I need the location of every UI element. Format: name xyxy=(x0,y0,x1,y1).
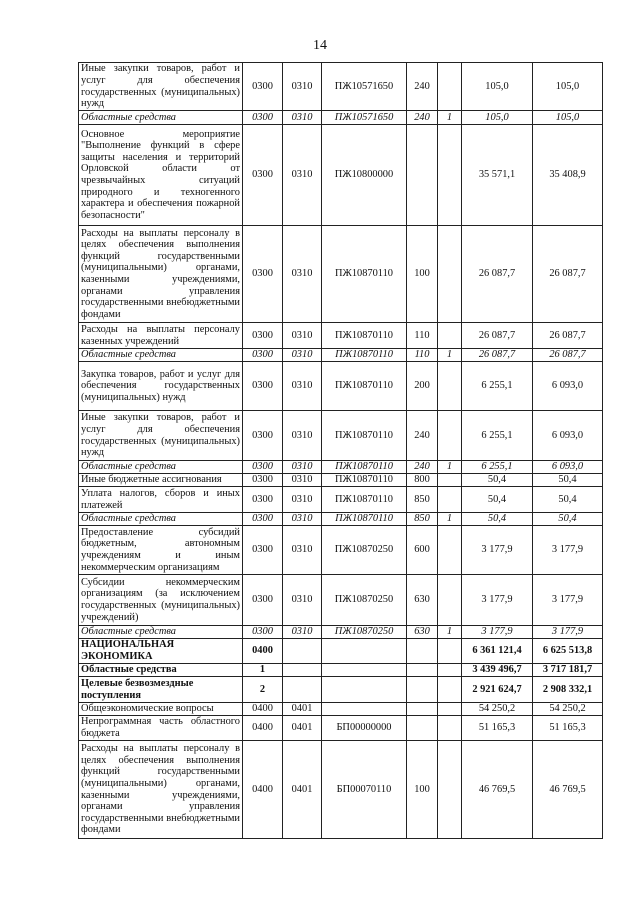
amount-year-2: 6 625 513,8 xyxy=(533,639,603,664)
subsection-code: 0310 xyxy=(283,461,322,474)
row-description: Непрограммная часть областного бюджета xyxy=(79,716,243,741)
expense-type-code: 630 xyxy=(407,575,438,626)
expense-type-code: 200 xyxy=(407,362,438,411)
funding-source-code xyxy=(438,716,462,741)
amount-year-1: 6 255,1 xyxy=(462,411,533,461)
amount-year-2: 3 177,9 xyxy=(533,626,603,639)
amount-year-2: 46 769,5 xyxy=(533,741,603,839)
amount-year-1: 26 087,7 xyxy=(462,226,533,323)
expense-type-code: 850 xyxy=(407,513,438,526)
amount-year-1: 6 255,1 xyxy=(462,362,533,411)
row-description: Целевые безвозмездные поступления xyxy=(79,677,243,703)
target-article-code: ПЖ10571650 xyxy=(322,111,407,125)
amount-year-1: 54 250,2 xyxy=(462,703,533,716)
funding-source-code xyxy=(438,323,462,349)
funding-source-code xyxy=(438,362,462,411)
expense-type-code: 240 xyxy=(407,63,438,111)
section-code: 0300 xyxy=(243,474,283,487)
target-article-code: ПЖ10571650 xyxy=(322,63,407,111)
amount-year-1: 3 177,9 xyxy=(462,626,533,639)
subsection-code xyxy=(283,677,322,703)
amount-year-2: 54 250,2 xyxy=(533,703,603,716)
subsection-code: 0310 xyxy=(283,575,322,626)
amount-year-2: 3 177,9 xyxy=(533,526,603,575)
amount-year-1: 6 361 121,4 xyxy=(462,639,533,664)
amount-year-2: 6 093,0 xyxy=(533,461,603,474)
table-row xyxy=(79,526,603,575)
subsection-code: 0310 xyxy=(283,362,322,411)
expense-type-code xyxy=(407,664,438,677)
amount-year-2: 51 165,3 xyxy=(533,716,603,741)
amount-year-1: 3 177,9 xyxy=(462,575,533,626)
row-description: Областные средства xyxy=(79,349,243,362)
table-row xyxy=(79,63,603,111)
table-row xyxy=(79,513,603,526)
amount-year-2: 50,4 xyxy=(533,487,603,513)
table-row xyxy=(79,487,603,513)
funding-source-code: 1 xyxy=(438,461,462,474)
funding-source-code xyxy=(438,411,462,461)
table-row xyxy=(79,575,603,626)
expense-type-code: 240 xyxy=(407,461,438,474)
amount-year-2: 105,0 xyxy=(533,63,603,111)
table-row xyxy=(79,716,603,741)
table-row xyxy=(79,664,603,677)
amount-year-1: 50,4 xyxy=(462,513,533,526)
subsection-code: 0310 xyxy=(283,125,322,226)
page-number: 14 xyxy=(313,38,327,53)
table-row xyxy=(79,461,603,474)
subsection-code: 0310 xyxy=(283,487,322,513)
funding-source-code xyxy=(438,526,462,575)
target-article-code: ПЖ10870110 xyxy=(322,461,407,474)
subsection-code: 0310 xyxy=(283,226,322,323)
row-description: Расходы на выплаты персоналу в целях обеспечения выполнения функций государственными (муниципальными) органами, казенными учреждениями, органами управления государственными внебюджетными фондами xyxy=(79,741,243,839)
table-row xyxy=(79,677,603,703)
target-article-code: БП00000000 xyxy=(322,716,407,741)
section-code: 0300 xyxy=(243,362,283,411)
row-description: Областные средства xyxy=(79,626,243,639)
row-description: Расходы на выплаты персоналу казенных учреждений xyxy=(79,323,243,349)
funding-source-code xyxy=(438,474,462,487)
subsection-code xyxy=(283,664,322,677)
amount-year-1: 3 439 496,7 xyxy=(462,664,533,677)
expense-type-code: 850 xyxy=(407,487,438,513)
row-description: Областные средства xyxy=(79,461,243,474)
section-code: 0300 xyxy=(243,575,283,626)
expense-type-code xyxy=(407,639,438,664)
expense-type-code: 800 xyxy=(407,474,438,487)
expense-type-code: 100 xyxy=(407,226,438,323)
table-row xyxy=(79,111,603,125)
section-code: 0300 xyxy=(243,487,283,513)
subsection-code: 0310 xyxy=(283,111,322,125)
amount-year-1: 105,0 xyxy=(462,63,533,111)
target-article-code: ПЖ10870250 xyxy=(322,626,407,639)
funding-source-code xyxy=(438,677,462,703)
subsection-code: 0401 xyxy=(283,716,322,741)
target-article-code: ПЖ10870110 xyxy=(322,474,407,487)
target-article-code: ПЖ10870110 xyxy=(322,323,407,349)
section-code: 0300 xyxy=(243,513,283,526)
subsection-code: 0310 xyxy=(283,526,322,575)
table-row xyxy=(79,741,603,839)
row-description: Субсидии некоммерческим организациям (за исключением государственных (муниципальных) учреждений) xyxy=(79,575,243,626)
row-description: Иные закупки товаров, работ и услуг для обеспечения государственных (муниципальных) нужд xyxy=(79,63,243,111)
section-code: 0300 xyxy=(243,63,283,111)
expense-type-code: 110 xyxy=(407,349,438,362)
row-description: Предоставление субсидий бюджетным, автономным учреждениям и иным некоммерческим организациям xyxy=(79,526,243,575)
subsection-code: 0401 xyxy=(283,741,322,839)
funding-source-code xyxy=(438,703,462,716)
expense-type-code xyxy=(407,677,438,703)
funding-source-code xyxy=(438,125,462,226)
amount-year-1: 105,0 xyxy=(462,111,533,125)
subsection-code: 0310 xyxy=(283,411,322,461)
target-article-code: ПЖ10870110 xyxy=(322,513,407,526)
funding-source-code: 1 xyxy=(438,513,462,526)
row-description: Областные средства xyxy=(79,664,243,677)
row-description: Расходы на выплаты персоналу в целях обеспечения выполнения функций государственными (муниципальными) органами, казенными учреждениями, органами управления государственными внебюджетными фондами xyxy=(79,226,243,323)
section-code: 0300 xyxy=(243,461,283,474)
expense-type-code: 600 xyxy=(407,526,438,575)
amount-year-1: 35 571,1 xyxy=(462,125,533,226)
table-row xyxy=(79,349,603,362)
funding-source-code xyxy=(438,664,462,677)
section-code: 0300 xyxy=(243,125,283,226)
row-description: НАЦИОНАЛЬНАЯ ЭКОНОМИКА xyxy=(79,639,243,664)
funding-source-code: 1 xyxy=(438,111,462,125)
amount-year-1: 26 087,7 xyxy=(462,349,533,362)
target-article-code: ПЖ10870250 xyxy=(322,575,407,626)
section-code: 2 xyxy=(243,677,283,703)
funding-source-code: 1 xyxy=(438,349,462,362)
row-description: Основное мероприятие "Выполнение функций в сфере защиты населения и территорий Орловской области от чрезвычайных ситуаций природного и техногенного характера и обеспечения пожарной безопасности" xyxy=(79,125,243,226)
subsection-code: 0310 xyxy=(283,513,322,526)
budget-table xyxy=(78,62,603,839)
row-description: Областные средства xyxy=(79,513,243,526)
amount-year-2: 26 087,7 xyxy=(533,226,603,323)
target-article-code: БП00070110 xyxy=(322,741,407,839)
target-article-code: ПЖ10870110 xyxy=(322,226,407,323)
row-description: Областные средства xyxy=(79,111,243,125)
target-article-code: ПЖ10800000 xyxy=(322,125,407,226)
subsection-code: 0310 xyxy=(283,323,322,349)
row-description: Общеэкономические вопросы xyxy=(79,703,243,716)
amount-year-2: 26 087,7 xyxy=(533,349,603,362)
section-code: 0300 xyxy=(243,111,283,125)
amount-year-2: 35 408,9 xyxy=(533,125,603,226)
row-description: Закупка товаров, работ и услуг для обеспечения государственных (муниципальных) нужд xyxy=(79,362,243,411)
funding-source-code xyxy=(438,487,462,513)
row-description: Иные бюджетные ассигнования xyxy=(79,474,243,487)
expense-type-code: 240 xyxy=(407,111,438,125)
amount-year-2: 6 093,0 xyxy=(533,362,603,411)
section-code: 0300 xyxy=(243,526,283,575)
section-code: 0300 xyxy=(243,411,283,461)
amount-year-1: 2 921 624,7 xyxy=(462,677,533,703)
amount-year-2: 3 717 181,7 xyxy=(533,664,603,677)
section-code: 0400 xyxy=(243,741,283,839)
amount-year-2: 3 177,9 xyxy=(533,575,603,626)
expense-type-code xyxy=(407,703,438,716)
table-row xyxy=(79,125,603,226)
budget-table-body xyxy=(79,63,603,839)
amount-year-1: 26 087,7 xyxy=(462,323,533,349)
amount-year-1: 6 255,1 xyxy=(462,461,533,474)
amount-year-2: 6 093,0 xyxy=(533,411,603,461)
section-code: 0400 xyxy=(243,639,283,664)
expense-type-code: 110 xyxy=(407,323,438,349)
table-row xyxy=(79,703,603,716)
target-article-code: ПЖ10870110 xyxy=(322,411,407,461)
amount-year-1: 3 177,9 xyxy=(462,526,533,575)
amount-year-2: 105,0 xyxy=(533,111,603,125)
section-code: 0300 xyxy=(243,349,283,362)
funding-source-code: 1 xyxy=(438,626,462,639)
funding-source-code xyxy=(438,639,462,664)
amount-year-2: 50,4 xyxy=(533,513,603,526)
subsection-code: 0401 xyxy=(283,703,322,716)
funding-source-code xyxy=(438,63,462,111)
section-code: 0400 xyxy=(243,716,283,741)
subsection-code: 0310 xyxy=(283,349,322,362)
target-article-code xyxy=(322,677,407,703)
target-article-code xyxy=(322,703,407,716)
amount-year-1: 50,4 xyxy=(462,474,533,487)
funding-source-code xyxy=(438,575,462,626)
subsection-code: 0310 xyxy=(283,474,322,487)
target-article-code xyxy=(322,664,407,677)
expense-type-code: 100 xyxy=(407,741,438,839)
target-article-code: ПЖ10870110 xyxy=(322,487,407,513)
section-code: 1 xyxy=(243,664,283,677)
target-article-code: ПЖ10870110 xyxy=(322,349,407,362)
row-description: Уплата налогов, сборов и иных платежей xyxy=(79,487,243,513)
amount-year-1: 46 769,5 xyxy=(462,741,533,839)
subsection-code xyxy=(283,639,322,664)
row-description: Иные закупки товаров, работ и услуг для обеспечения государственных (муниципальных) нужд xyxy=(79,411,243,461)
target-article-code: ПЖ10870250 xyxy=(322,526,407,575)
target-article-code xyxy=(322,639,407,664)
table-row xyxy=(79,362,603,411)
section-code: 0300 xyxy=(243,626,283,639)
section-code: 0300 xyxy=(243,323,283,349)
expense-type-code: 630 xyxy=(407,626,438,639)
table-row xyxy=(79,626,603,639)
table-row xyxy=(79,474,603,487)
amount-year-1: 50,4 xyxy=(462,487,533,513)
amount-year-2: 26 087,7 xyxy=(533,323,603,349)
table-row xyxy=(79,411,603,461)
target-article-code: ПЖ10870110 xyxy=(322,362,407,411)
amount-year-2: 2 908 332,1 xyxy=(533,677,603,703)
expense-type-code: 240 xyxy=(407,411,438,461)
amount-year-2: 50,4 xyxy=(533,474,603,487)
expense-type-code xyxy=(407,716,438,741)
table-row xyxy=(79,639,603,664)
table-row xyxy=(79,226,603,323)
expense-type-code xyxy=(407,125,438,226)
funding-source-code xyxy=(438,226,462,323)
funding-source-code xyxy=(438,741,462,839)
section-code: 0300 xyxy=(243,226,283,323)
section-code: 0400 xyxy=(243,703,283,716)
table-row xyxy=(79,323,603,349)
subsection-code: 0310 xyxy=(283,63,322,111)
amount-year-1: 51 165,3 xyxy=(462,716,533,741)
subsection-code: 0310 xyxy=(283,626,322,639)
